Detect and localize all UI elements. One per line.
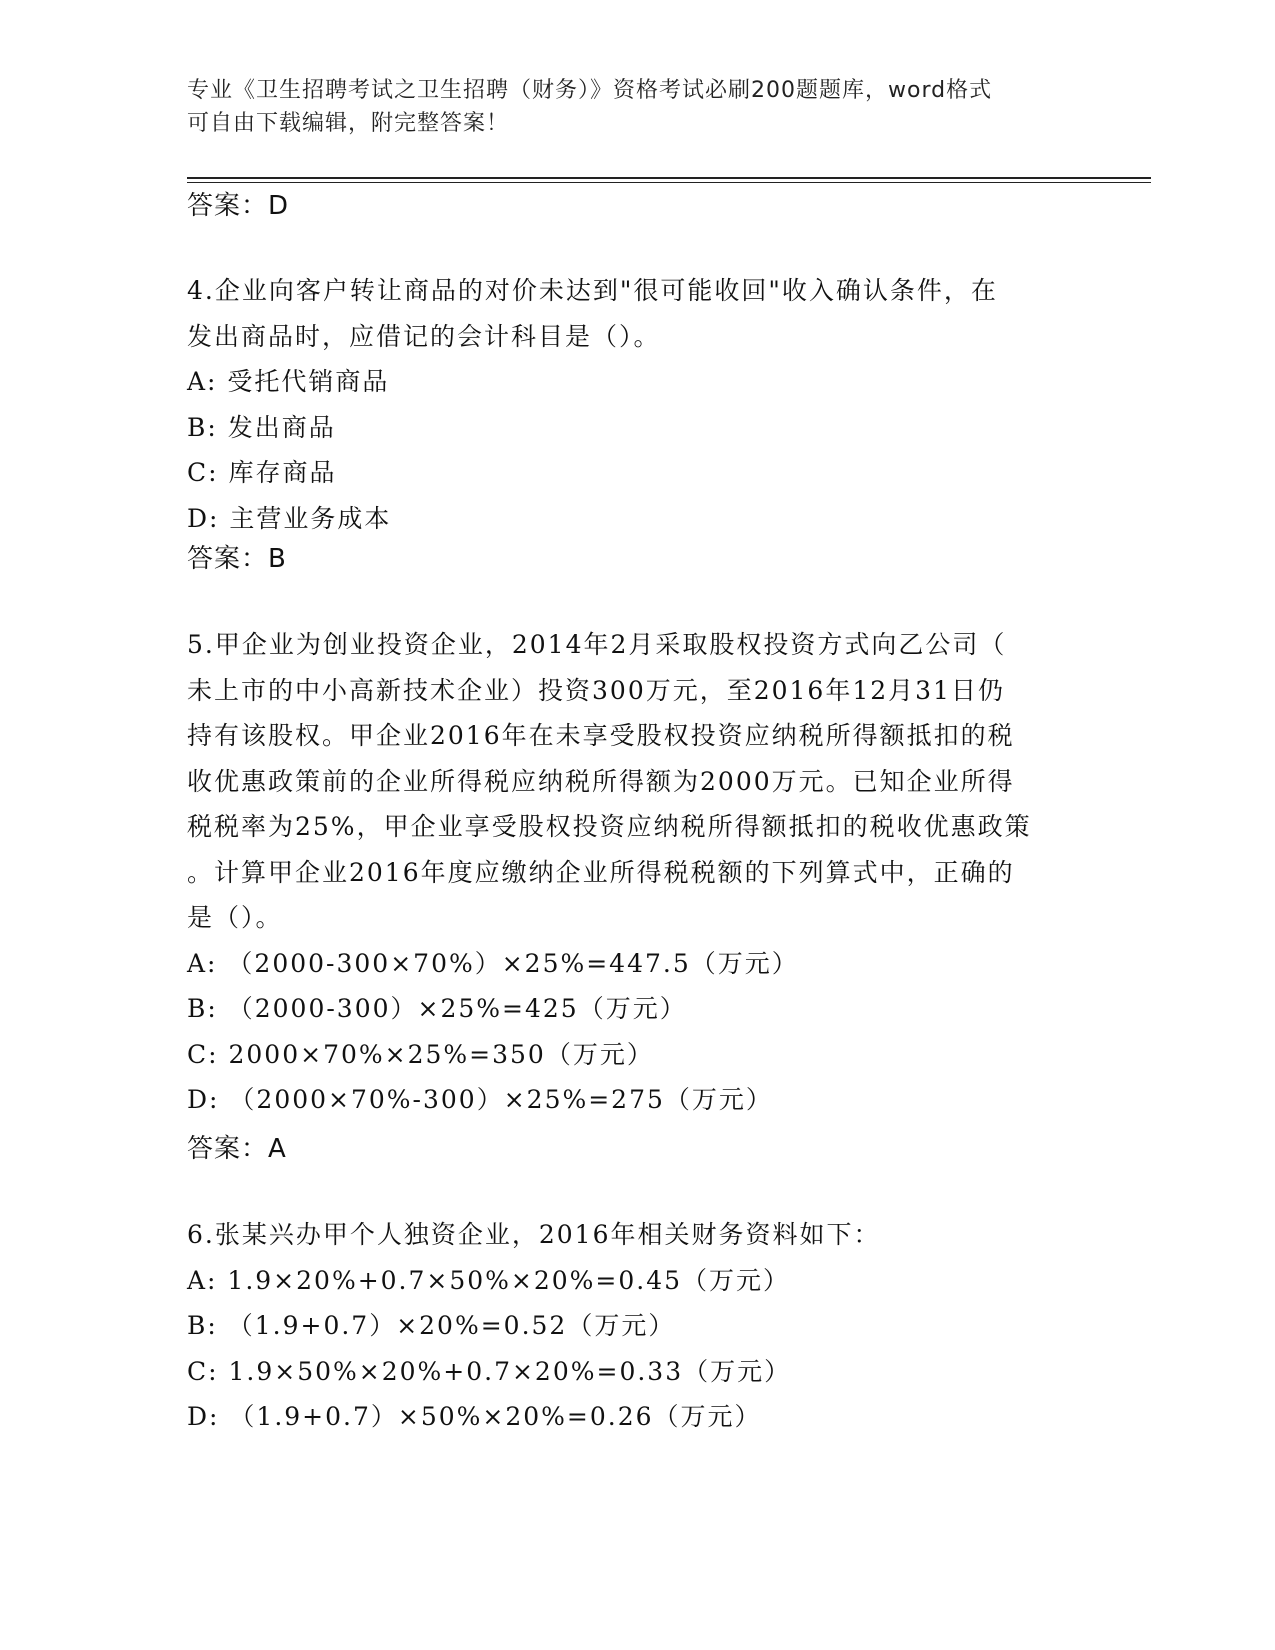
header-divider-thick xyxy=(187,177,1151,179)
option-b: B: 发出商品 xyxy=(187,412,336,442)
question-5 xyxy=(187,622,1087,1123)
question-stem-line: 税税率为25%，甲企业享受股权投资应纳税所得额抵扣的税收优惠政策 xyxy=(187,812,1032,841)
answer-q3: 答案：D xyxy=(187,191,290,221)
option-c: C: 库存商品 xyxy=(187,458,337,487)
option-a: A: 受托代销商品 xyxy=(187,367,390,396)
option-d: D: 主营业务成本 xyxy=(187,503,392,533)
option-b: B: （2000-300）×25%=425（万元） xyxy=(187,994,687,1023)
answer-q4: 答案：B xyxy=(187,544,287,574)
option-a: A: 1.9×20%+0.7×50%×20%=0.45（万元） xyxy=(187,1265,791,1295)
document-header xyxy=(187,74,1087,140)
question-stem-line: 持有该股权。甲企业2016年在未享受股权投资应纳税所得额抵扣的税 xyxy=(187,721,1015,750)
question-stem-line: 6.张某兴办甲个人独资企业，2016年相关财务资料如下： xyxy=(187,1220,881,1249)
question-stem-line: 。计算甲企业2016年度应缴纳企业所得税税额的下列算式中，正确的 xyxy=(187,857,1015,887)
question-stem-line: 未上市的中小高新技术企业）投资300万元，至2016年12月31日仍 xyxy=(187,675,1005,705)
question-stem-line: 5.甲企业为创业投资企业，2014年2月采取股权投资方式向乙公司（ xyxy=(187,630,1007,659)
question-stem-line: 4.企业向客户转让商品的对价未达到"很可能收回"收入确认条件，在 xyxy=(187,276,998,305)
header-line-2: 可自由下载编辑，附完整答案！ xyxy=(187,111,510,136)
question-stem-line: 是（）。 xyxy=(187,903,283,932)
option-c: C: 2000×70%×25%=350（万元） xyxy=(187,1039,654,1069)
option-d: D: （1.9+0.7）×50%×20%=0.26（万元） xyxy=(187,1402,762,1431)
question-stem-line: 收优惠政策前的企业所得税应纳税所得额为2000万元。已知企业所得 xyxy=(187,766,1015,796)
option-d: D: （2000×70%-300）×25%=275（万元） xyxy=(187,1085,773,1114)
option-a: A: （2000-300×70%）×25%=447.5（万元） xyxy=(187,948,799,978)
answer-q5: 答案：A xyxy=(187,1134,287,1164)
option-b: B: （1.9+0.7）×20%=0.52（万元） xyxy=(187,1311,676,1340)
header-divider-thin xyxy=(187,182,1151,183)
question-6 xyxy=(187,1212,1087,1440)
question-stem-line: 发出商品时，应借记的会计科目是（）。 xyxy=(187,321,661,351)
header-line-1: 专业《卫生招聘考试之卫生招聘（财务）》资格考试必刷200题题库，word格式 xyxy=(187,78,993,103)
question-4 xyxy=(187,268,1087,541)
option-c: C: 1.9×50%×20%+0.7×20%=0.33（万元） xyxy=(187,1356,792,1386)
